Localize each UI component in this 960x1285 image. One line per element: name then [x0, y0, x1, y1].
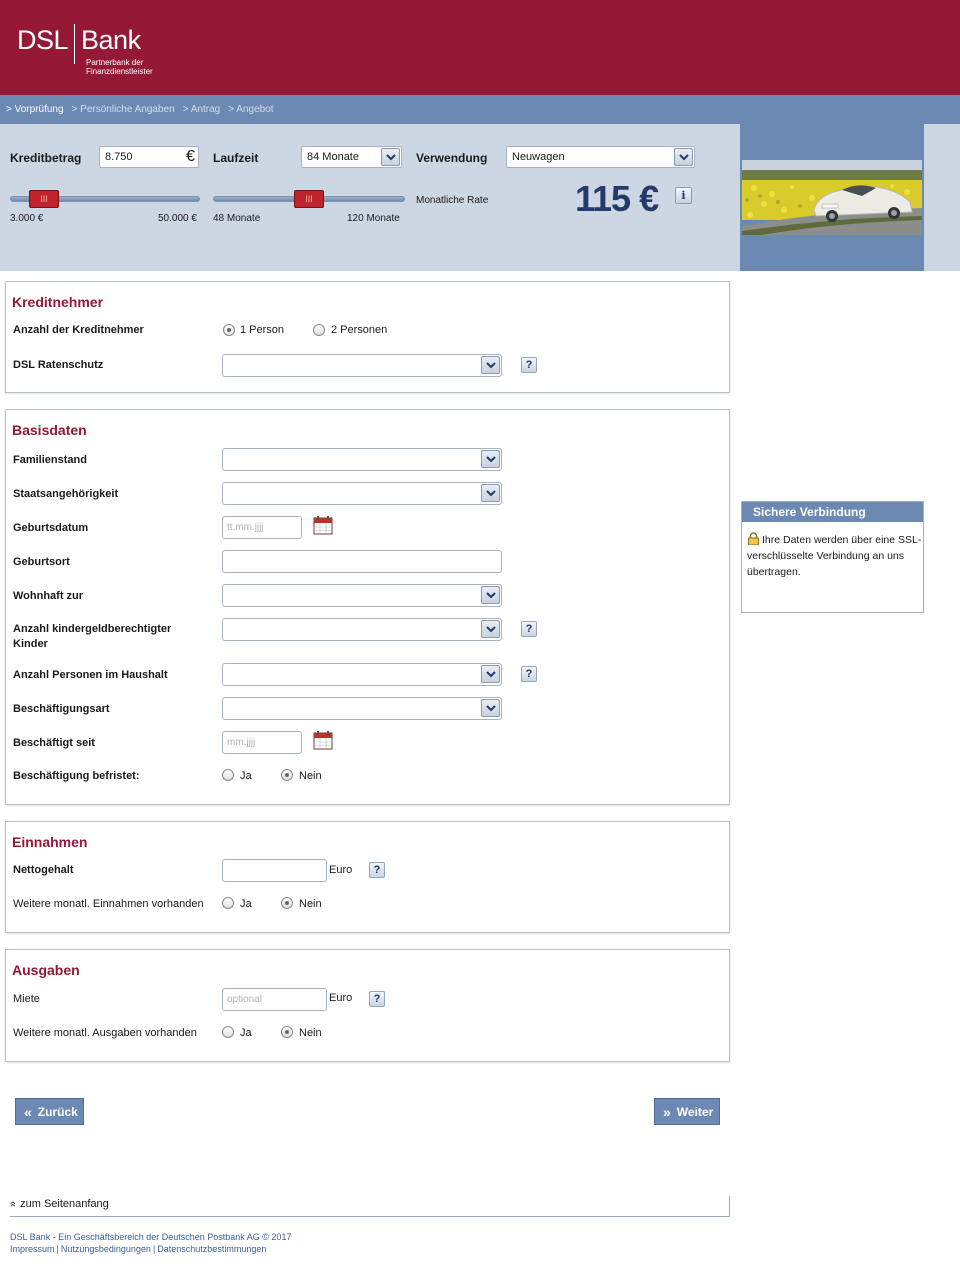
to-top-label: zum Seitenanfang	[20, 1198, 109, 1210]
logo-divider	[74, 24, 75, 64]
monatliche-rate-value: 115 €	[575, 178, 659, 219]
befristet-label: Beschäftigung befristet:	[13, 770, 140, 782]
kreditbetrag-input[interactable]	[99, 146, 199, 168]
beschaeftigt-seit-input[interactable]: mm.jjjj	[222, 731, 302, 754]
chevron-down-icon	[674, 148, 693, 166]
beschaeftigungsart-label: Beschäftigungsart	[13, 703, 110, 715]
miete-label: Miete	[13, 993, 40, 1005]
staatsangehoerigkeit-select[interactable]	[222, 482, 502, 505]
step-antrag: > Antrag	[182, 104, 221, 115]
radio-2-personen-label[interactable]: 2 Personen	[331, 324, 388, 336]
radio-befristet-ja-label[interactable]: Ja	[240, 770, 252, 782]
step-vorpruefung: > Vorprüfung	[6, 104, 64, 115]
chevron-down-icon	[481, 665, 500, 683]
ssl-text-block	[747, 532, 922, 580]
footer-link-separator: |	[56, 1244, 59, 1254]
weitere-einnahmen-label: Weitere monatl. Einnahmen vorhanden	[13, 898, 204, 910]
radio-einnahmen-ja[interactable]	[222, 897, 234, 909]
section-title-kreditnehmer: Kreditnehmer	[12, 294, 104, 310]
back-button[interactable]	[15, 1098, 84, 1125]
anzahl-kreditnehmer-label: Anzahl der Kreditnehmer	[13, 324, 144, 336]
kreditbetrag-min: 3.000 €	[10, 213, 44, 224]
chevron-down-icon	[481, 484, 500, 502]
radio-ausgaben-nein[interactable]	[281, 1026, 293, 1038]
geburtsdatum-label: Geburtsdatum	[13, 522, 89, 534]
ratenschutz-label: DSL Ratenschutz	[13, 359, 104, 371]
beschaeftigt-seit-label: Beschäftigt seit	[13, 737, 95, 749]
laufzeit-select[interactable]	[301, 146, 402, 168]
radio-1-person-label[interactable]: 1 Person	[240, 324, 285, 336]
euro-symbol: €	[186, 148, 195, 165]
ssl-text: Ihre Daten werden über eine SSL-verschlüsselte Verbindung an uns übertragen.	[747, 534, 922, 578]
site-header	[0, 0, 960, 95]
section-title-einnahmen: Einnahmen	[12, 834, 88, 850]
wohnhaft-select[interactable]	[222, 584, 502, 607]
geburtsort-label: Geburtsort	[13, 556, 70, 568]
impressum-link[interactable]: Impressum	[10, 1244, 55, 1254]
help-icon[interactable]: ?	[521, 357, 537, 373]
dsl-bank-logo[interactable]	[17, 20, 153, 76]
step-angebot: > Angebot	[228, 104, 274, 115]
help-icon[interactable]: ?	[521, 666, 537, 682]
back-button-label: Zurück	[37, 1104, 78, 1119]
double-chevron-up-icon: »	[7, 1200, 20, 1208]
kreditbetrag-max: 50.000 €	[158, 213, 197, 224]
verwendung-select[interactable]	[506, 146, 695, 168]
chevron-down-icon	[481, 356, 500, 374]
radio-2-personen[interactable]	[313, 324, 325, 336]
nettogehalt-unit: Euro	[329, 864, 353, 876]
footer-links	[10, 1244, 266, 1254]
radio-befristet-nein-label[interactable]: Nein	[299, 770, 322, 782]
nettogehalt-label: Nettogehalt	[13, 864, 74, 876]
geburtsort-input[interactable]	[222, 550, 502, 573]
double-chevron-left-icon: «	[24, 1103, 32, 1120]
double-chevron-right-icon: »	[663, 1103, 671, 1120]
miete-input[interactable]: optional	[222, 988, 327, 1011]
help-icon[interactable]: ?	[369, 862, 385, 878]
ssl-info-box	[741, 501, 924, 613]
radio-1-person[interactable]	[223, 324, 235, 336]
nettogehalt-input[interactable]	[222, 859, 327, 882]
wohnhaft-label: Wohnhaft zur	[13, 590, 84, 602]
geburtsdatum-input[interactable]: tt.mm.jjjj	[222, 516, 302, 539]
kinder-select[interactable]	[222, 618, 502, 641]
chevron-down-icon	[381, 148, 400, 166]
beschaeftigungsart-select[interactable]	[222, 697, 502, 720]
to-top-link[interactable]	[7, 1198, 109, 1210]
logo-subline: Partnerbank der Finanzdienstleister	[86, 58, 153, 76]
kinder-label: Anzahl kindergeldberechtigter Kinder	[13, 623, 172, 650]
next-button-label: Weiter	[676, 1104, 714, 1119]
familienstand-select[interactable]	[222, 448, 502, 471]
monatliche-rate-label: Monatliche Rate	[416, 195, 489, 206]
miete-unit: Euro	[329, 992, 353, 1004]
radio-einnahmen-ja-label[interactable]: Ja	[240, 898, 252, 910]
chevron-down-icon	[481, 450, 500, 468]
weitere-ausgaben-label: Weitere monatl. Ausgaben vorhanden	[13, 1027, 197, 1039]
radio-befristet-nein[interactable]	[281, 769, 293, 781]
laufzeit-slider-handle[interactable]: III	[294, 190, 324, 208]
chevron-down-icon	[481, 699, 500, 717]
copyright-text: DSL Bank - Ein Geschäftsbereich der Deutschen Postbank AG © 2017	[10, 1232, 292, 1242]
section-kreditnehmer	[5, 281, 730, 393]
section-basisdaten	[5, 409, 730, 805]
footer-link-separator: |	[152, 1244, 156, 1254]
laufzeit-max: 120 Monate	[347, 213, 400, 224]
radio-ausgaben-ja-label[interactable]: Ja	[240, 1027, 252, 1039]
personen-haushalt-select[interactable]	[222, 663, 502, 686]
progress-steps	[0, 95, 960, 124]
laufzeit-value: 84 Monate	[307, 151, 359, 163]
chevron-down-icon	[481, 620, 500, 638]
laufzeit-min: 48 Monate	[213, 213, 261, 224]
familienstand-label: Familienstand	[13, 454, 87, 466]
help-icon[interactable]: ?	[369, 991, 385, 1007]
car-photo	[742, 160, 922, 235]
calendar-icon[interactable]	[313, 731, 333, 750]
ratenschutz-select[interactable]	[222, 354, 502, 377]
footer-divider-vertical	[729, 1196, 730, 1216]
calc-right-strip	[924, 124, 960, 271]
kreditbetrag-label: Kreditbetrag	[10, 151, 82, 165]
section-title-basisdaten: Basisdaten	[12, 422, 87, 438]
help-icon[interactable]: ?	[521, 621, 537, 637]
staatsangehoerigkeit-label: Staatsangehörigkeit	[13, 488, 119, 500]
section-einnahmen	[5, 821, 730, 933]
section-ausgaben	[5, 949, 730, 1062]
next-button[interactable]	[654, 1098, 720, 1125]
personen-haushalt-label: Anzahl Personen im Haushalt	[13, 669, 168, 681]
chevron-down-icon	[481, 586, 500, 604]
section-title-ausgaben: Ausgaben	[12, 962, 80, 978]
ssl-title: Sichere Verbindung	[742, 502, 923, 522]
calendar-icon[interactable]	[313, 516, 333, 535]
kreditbetrag-value: 8.750	[105, 151, 133, 163]
lock-icon	[747, 532, 760, 545]
datenschutz-link[interactable]: Datenschutzbestimmungen	[157, 1244, 267, 1254]
footer-divider	[10, 1216, 730, 1217]
step-persoenliche-angaben: > Persönliche Angaben	[71, 104, 175, 115]
radio-einnahmen-nein[interactable]	[281, 897, 293, 909]
laufzeit-label: Laufzeit	[213, 151, 259, 165]
verwendung-label: Verwendung	[416, 151, 488, 165]
info-icon[interactable]: i	[675, 187, 692, 204]
radio-ausgaben-nein-label[interactable]: Nein	[299, 1027, 322, 1039]
kreditbetrag-slider-handle[interactable]: III	[29, 190, 59, 208]
car-image-panel	[740, 124, 924, 271]
radio-ausgaben-ja[interactable]	[222, 1026, 234, 1038]
radio-einnahmen-nein-label[interactable]: Nein	[299, 898, 322, 910]
logo-text-dsl: DSL	[17, 25, 69, 55]
verwendung-value: Neuwagen	[512, 151, 565, 163]
logo-text-bank: Bank	[81, 25, 141, 55]
radio-befristet-ja[interactable]	[222, 769, 234, 781]
nutzungsbedingungen-link[interactable]: Nutzungsbedingungen	[60, 1244, 151, 1254]
